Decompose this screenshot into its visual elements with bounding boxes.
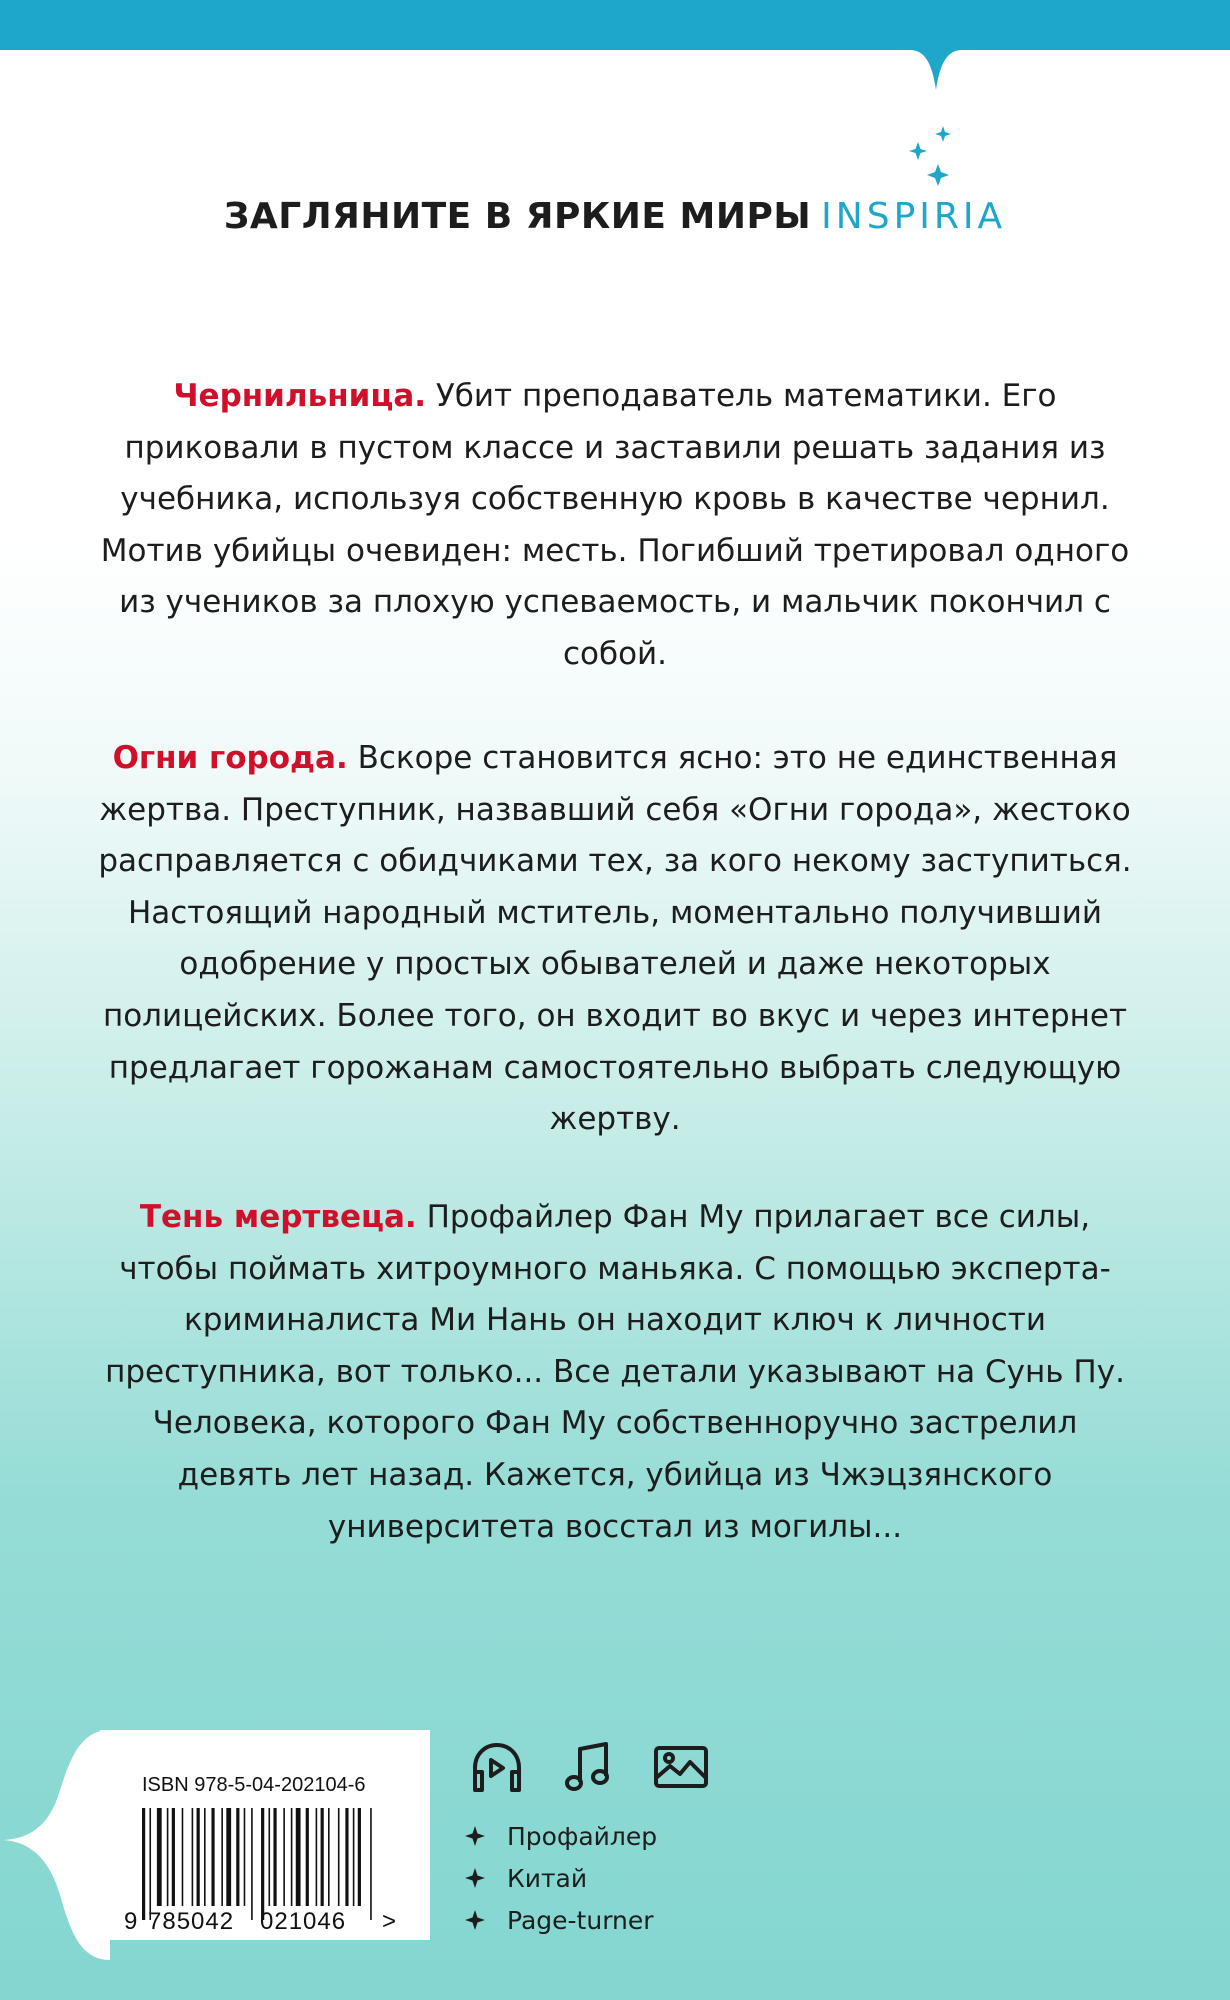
blurb-title: Тень мертвеца. <box>139 1199 417 1235</box>
blurb-title: Огни города. <box>112 740 348 776</box>
tag-label: Профайлер <box>507 1821 658 1851</box>
blurb-title: Чернильница. <box>173 378 427 414</box>
barcode-block <box>100 1730 430 1940</box>
blurb-paragraph <box>95 733 1135 1146</box>
tag-item <box>465 1815 657 1857</box>
headline-text: ЗАГЛЯНИТЕ В ЯРКИЕ МИРЫ <box>223 196 812 237</box>
blurb-paragraph <box>95 1192 1135 1553</box>
genre-tags <box>465 1815 657 1941</box>
feature-icons <box>468 1740 710 1794</box>
headphones-icon <box>468 1740 526 1794</box>
image-icon <box>652 1740 710 1794</box>
isbn-number: ISBN 978-5-04-202104-6 <box>142 1774 366 1796</box>
star-icon <box>465 1826 485 1846</box>
tag-label: Китай <box>507 1863 588 1893</box>
blurb-text: Убит преподаватель математики. Его приковали в пустом классе и заставили решать задания из учебника, используя собственную кровь в качестве чернил. Мотив убийцы очевиден: месть. Погибший третировал одного из учеников за плохую успеваемость, и мальчик покончил с собой. <box>100 378 1130 672</box>
barcode-digit-first: 9 <box>124 1908 138 1935</box>
barcode-digits-left: 785042 <box>148 1908 235 1935</box>
star-icon <box>465 1910 485 1930</box>
barcode-marker: > <box>382 1908 397 1935</box>
tag-item <box>465 1899 657 1941</box>
blurb-text: Профайлер Фан Му прилагает все силы, чтобы поймать хитроумного маньяка. С помощью эксперта-криминалиста Ми Нань он находит ключ к личности преступника, вот только... Все детали указывают на Сунь Пу. Человека, которого Фан Му собственноручно застрелил девять лет назад. Кажется, убийца из Чжэцзянского университета восстал из могилы... <box>105 1199 1125 1545</box>
music-note-icon <box>560 1740 618 1794</box>
sparkle-icon <box>905 118 955 188</box>
decorative-notch <box>0 1700 110 2000</box>
tag-item <box>465 1857 657 1899</box>
blurb-text: Вскоре становится ясно: это не единственная жертва. Преступник, назвавший себя «Огни города», жестоко расправляется с обидчиками тех, за кого некому заступиться. Настоящий народный мститель, моментально получивший одобрение у простых обывателей и даже некоторых полицейских. Более того, он входит во вкус и через интернет предлагает горожанам самостоятельно выбрать следующую жертву. <box>98 740 1132 1138</box>
blurb-paragraph <box>95 371 1135 681</box>
brand-name: INSPIRIA <box>821 196 1007 237</box>
series-headline <box>0 196 1230 237</box>
star-icon <box>465 1868 485 1888</box>
top-accent-band <box>0 0 1230 110</box>
tag-label: Page-turner <box>507 1905 654 1935</box>
barcode-digits-right: 021046 <box>260 1908 347 1935</box>
